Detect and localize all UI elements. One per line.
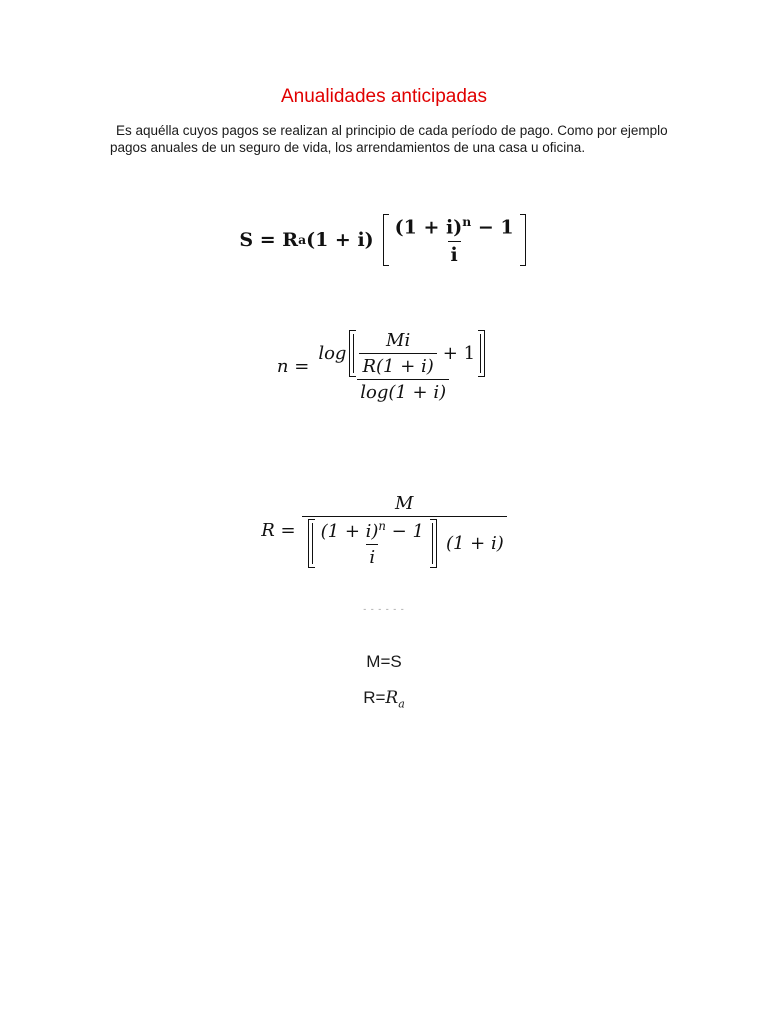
- paragraph-line-2: pagos anuales de un seguro de vida, los arrendamientos de una casa u oficina.: [110, 140, 586, 155]
- f1-lhs: S = R: [239, 228, 299, 251]
- f3-inner-fraction: [318, 519, 427, 568]
- f2-inner-fraction: [359, 330, 436, 377]
- f2-denominator: log(1 + i): [357, 379, 449, 403]
- f3-inner-denominator: i: [366, 544, 378, 568]
- f1-denominator: i: [448, 241, 461, 266]
- f1-factor: (1 + i): [306, 228, 374, 251]
- f1-fraction: [392, 214, 517, 265]
- f2-inner-denominator: R(1 + i): [359, 353, 436, 377]
- f3-left-double-bracket: [308, 519, 315, 568]
- f2-main-fraction: [315, 330, 491, 403]
- separator-dashes: - - - - - -: [363, 604, 405, 614]
- f3-numerator: M: [394, 492, 414, 514]
- f2-plus-one: + 1: [442, 342, 476, 364]
- f2-left-double-bracket: [349, 330, 356, 377]
- f2-log: log: [318, 342, 347, 364]
- f3-inner-numerator: $(1 + i)^n - 1$: [320, 518, 424, 542]
- f3-right-double-bracket: [430, 519, 437, 568]
- f1-numerator: $(1 + i)^n - 1$: [394, 214, 514, 239]
- formula-payment: [0, 492, 768, 568]
- paragraph-line-1: Es aquélla cuyos pagos se realizan al principio de cada período de pago. Como por ejemplo: [116, 123, 668, 138]
- f2-inner-numerator: Mi: [386, 329, 411, 351]
- f3-denominator: [302, 516, 507, 568]
- note-r-var: R: [385, 688, 399, 708]
- note-r-equals-ra: [0, 688, 768, 710]
- f1-lhs-sub: a: [298, 232, 307, 248]
- intro-paragraph: [110, 122, 670, 156]
- note-r-sub: a: [398, 697, 405, 711]
- f2-lhs: n =: [276, 355, 310, 377]
- f1-left-bracket: [383, 214, 389, 265]
- document-title: Anualidades anticipadas: [281, 86, 487, 107]
- f1-right-bracket: [520, 214, 526, 265]
- note-r-prefix: R=: [363, 688, 386, 707]
- formula-future-value: [0, 206, 768, 274]
- formula-periods: [0, 328, 768, 404]
- f2-right-double-bracket: [478, 330, 485, 377]
- f3-factor: (1 + i): [445, 532, 504, 554]
- f3-lhs: R =: [261, 519, 296, 541]
- f3-main-fraction: [302, 493, 507, 568]
- note-m-equals-s: M=S: [366, 652, 402, 671]
- f2-numerator: [315, 330, 491, 379]
